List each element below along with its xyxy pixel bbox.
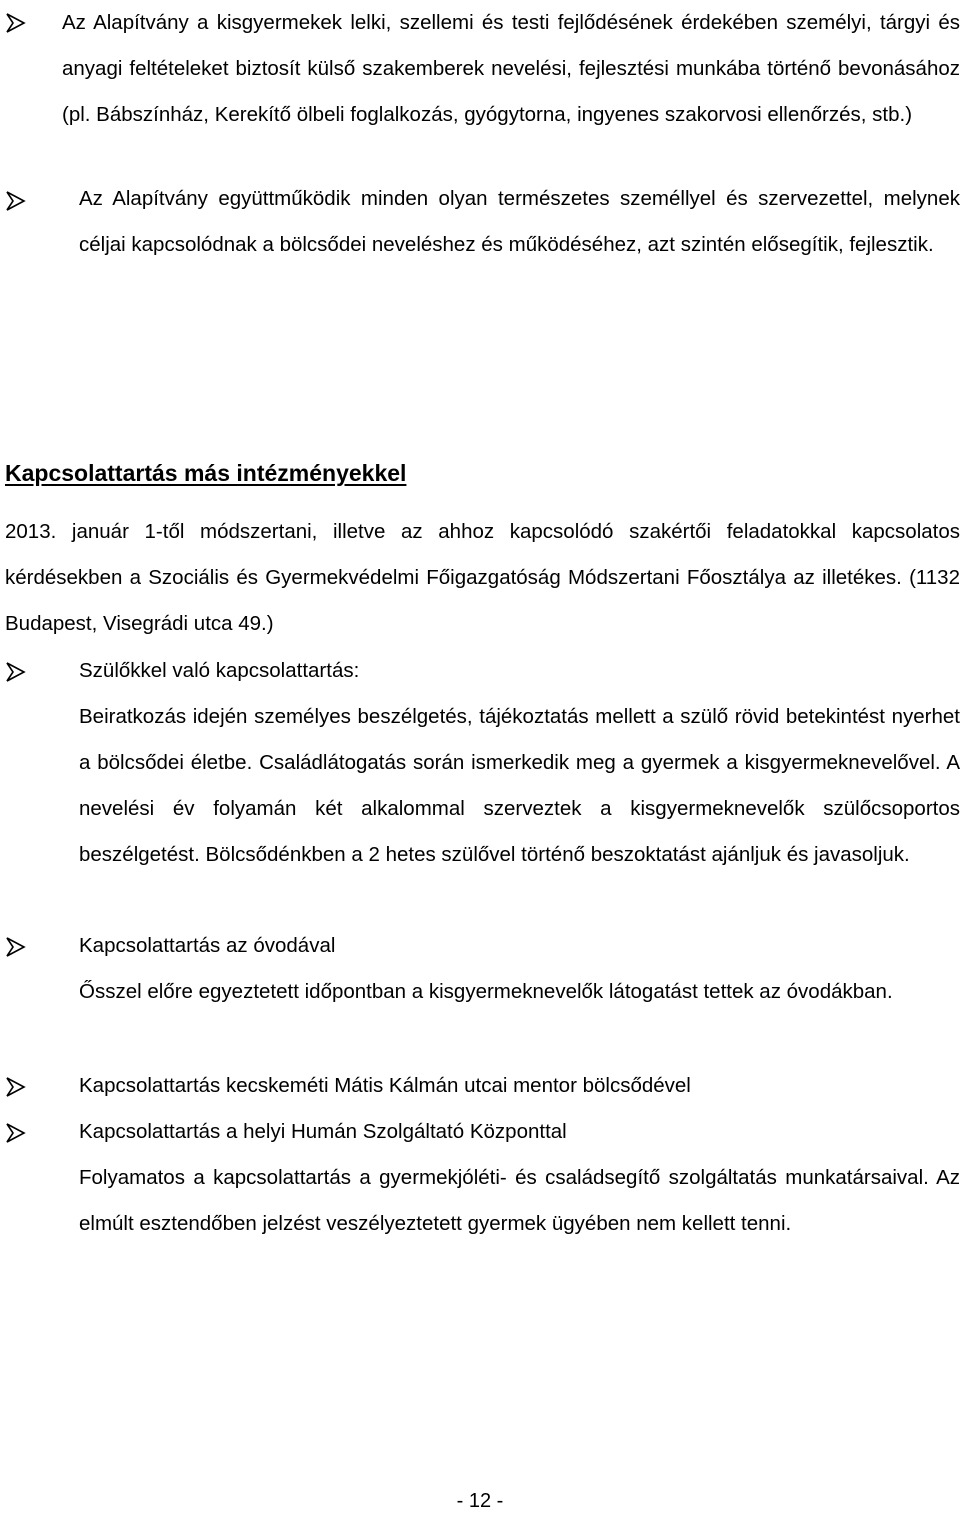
arrowhead-bullet-icon [4, 661, 26, 683]
list-item [0, 0, 960, 138]
bullet-title: Kapcsolattartás a helyi Humán Szolgáltató Központtal [79, 1120, 567, 1143]
list-item [0, 1109, 960, 1247]
bullet-title: Kapcsolattartás az óvodával [79, 934, 336, 957]
list-item [0, 923, 960, 1015]
bullet-title: Szülőkkel való kapcsolattartás: [79, 659, 360, 682]
bullet-body: Ősszel előre egyeztetett időpontban a kisgyermeknevelők látogatást tettek az óvodákban. [79, 980, 893, 1003]
arrowhead-bullet-icon [4, 1076, 26, 1098]
page-number: - 12 - [456, 1490, 504, 1512]
bullet-body: Beiratkozás idején személyes beszélgetés, tájékoztatás mellett a szülő rövid betekintést nyerhet a bölcsődei életbe. Családlátogatás során ismerkedik meg a gyermek a kisgyermeknevelővel. A nevelési év folyamán két alkalommal szerveztek a kisgyermeknevelők szülőcsoportos beszélgetést. Bölcsődénkben a 2 hetes szülővel történő beszoktatást ajánljuk és javasoljuk. [79, 705, 960, 866]
arrowhead-bullet-icon [4, 936, 26, 958]
bullet-body: Folyamatos a kapcsolattartás a gyermekjóléti- és családsegítő szolgáltatás munkatársaival. Az elmúlt esztendőben jelzést veszélyeztetett gyermek ügyében nem kellett tenni. [79, 1166, 960, 1235]
bullet-text: Az Alapítvány együttműködik minden olyan természetes személlyel és szervezettel, melynek céljai kapcsolódnak a bölcsődei neveléshez és működéséhez, azt szintén elősegítik, fejlesztik. [79, 187, 960, 256]
list-item [0, 1063, 960, 1109]
intro-paragraph: 2013. január 1-től módszertani, illetve az ahhoz kapcsolódó szakértői feladatokkal kapcsolatos kérdésekben a Szociális és Gyermekvédelmi Főigazgatóság Módszertani Főosztálya az illetékes. (1132 Budapest, Visegrádi utca 49.) [5, 520, 960, 635]
section-heading: Kapcsolattartás más intézményekkel [5, 460, 407, 486]
bullet-text: Az Alapítvány a kisgyermekek lelki, szellemi és testi fejlődésének érdekében személyi, tárgyi és anyagi feltételeket biztosít külső szakemberek nevelési, fejlesztési munkába történő bevonásához (pl. Bábszínház, Kerekítő ölbeli foglalkozás, gyógytorna, ingyenes szakorvosi ellenőrzés, stb.) [62, 11, 960, 126]
list-item [0, 176, 960, 268]
arrowhead-bullet-icon [4, 190, 26, 212]
arrowhead-bullet-icon [4, 12, 26, 34]
list-item [0, 648, 960, 878]
arrowhead-bullet-icon [4, 1122, 26, 1144]
bullet-title: Kapcsolattartás kecskeméti Mátis Kálmán utcai mentor bölcsődével [79, 1074, 691, 1097]
